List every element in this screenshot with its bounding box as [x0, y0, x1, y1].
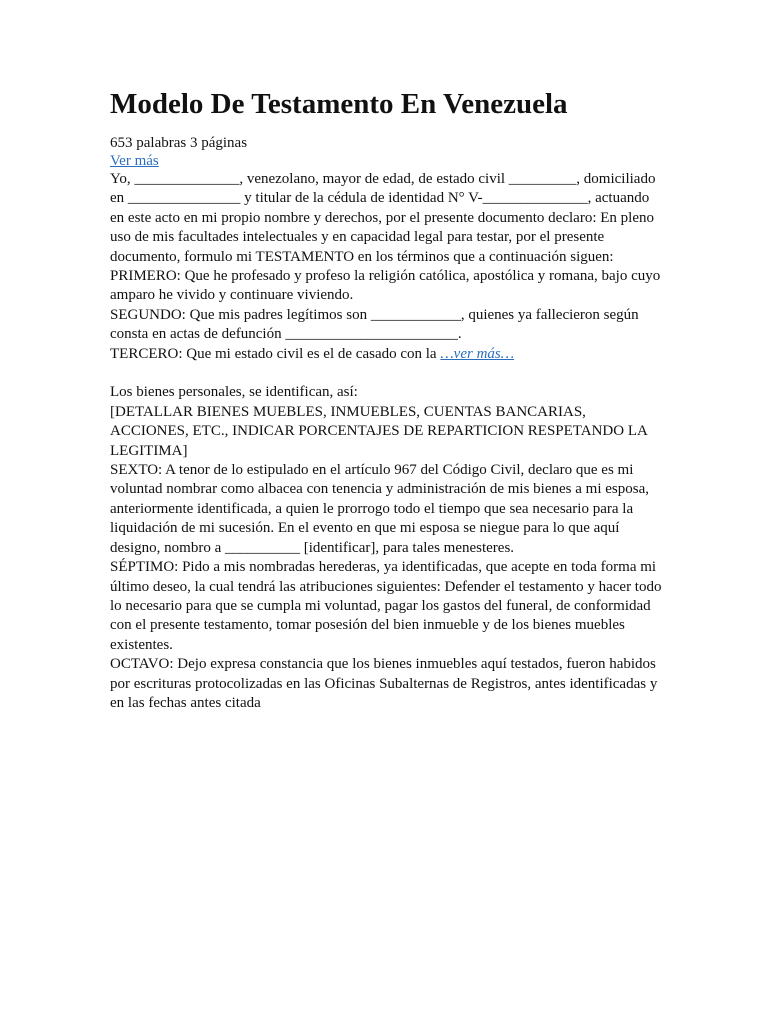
paragraph-segundo: SEGUNDO: Que mis padres legítimos son ____________, quienes ya fallecieron según consta en actas de defunción _______________________. [110, 306, 639, 343]
paragraph-bienes: Los bienes personales, se identifican, así: [110, 384, 358, 401]
paragraph-septimo: SÉPTIMO: Pido a mis nombradas herederas, ya identificadas, que acepte en toda forma mi último deseo, la cual tendrá las atribuciones siguientes: Defender el testamento y hacer todo lo necesario para que se cumpla mi voluntad, pagar los gastos del funeral, de conformidad con el presente testamento, tomar posesión del bien inmueble y de los bienes muebles existentes. [110, 559, 662, 653]
ver-mas-link[interactable]: Ver más [110, 153, 159, 169]
tercero-text: TERCERO: Que mi estado civil es el de casado con la [110, 345, 441, 362]
document-body [110, 170, 662, 713]
paragraph-primero: PRIMERO: Que he profesado y profeso la religión católica, apostólica y romana, bajo cuyo amparo he vivido y continuare viviendo. [110, 268, 661, 304]
paragraph-detallar: [DETALLAR BIENES MUEBLES, INMUEBLES, CUENTAS BANCARIAS, ACCIONES, ETC., INDICAR PORCENTAJES DE REPARTICION RESPETANDO LA LEGITIMA] [110, 403, 648, 459]
paragraph-tercero [110, 345, 662, 364]
paragraph-sexto: SEXTO: A tenor de lo estipulado en el artículo 967 del Código Civil, declaro que es mi voluntad nombrar como albacea con tenencia y administración de mis bienes a mi esposa, anteriormente identificada, a quien le prorrogo todo el tiempo que sea necesario para la liquidación de mi sucesión. En el evento en que mi esposa se niegue para lo que aquí designo, nombro a __________ [identificar], para tales menesteres. [110, 462, 649, 556]
paragraph-gap [110, 364, 662, 383]
paragraph-intro: Yo, ______________, venezolano, mayor de edad, de estado civil _________, domiciliado en _______________ y titular de la cédula de identidad N° V-______________, actuando en este acto en mi propio nombre y derechos, por el presente documento declaro: En pleno uso de mis facultades intelectuales y en capacidad legal para testar, por el presente documento, formulo mi TESTAMENTO en los términos que a continuación siguen: [110, 171, 656, 265]
paragraph-octavo: OCTAVO: Dejo expresa constancia que los bienes inmuebles aquí testados, fueron habidos por escrituras protocolizadas en las Oficinas Subalternas de Registros, antes identificadas y en las fechas antes citada [110, 656, 658, 711]
ver-mas-inline-link[interactable]: …ver más… [440, 345, 515, 362]
document-title: Modelo De Testamento En Venezuela [110, 88, 568, 120]
document-page [110, 86, 662, 713]
document-stats: 653 palabras 3 páginas [110, 135, 248, 151]
